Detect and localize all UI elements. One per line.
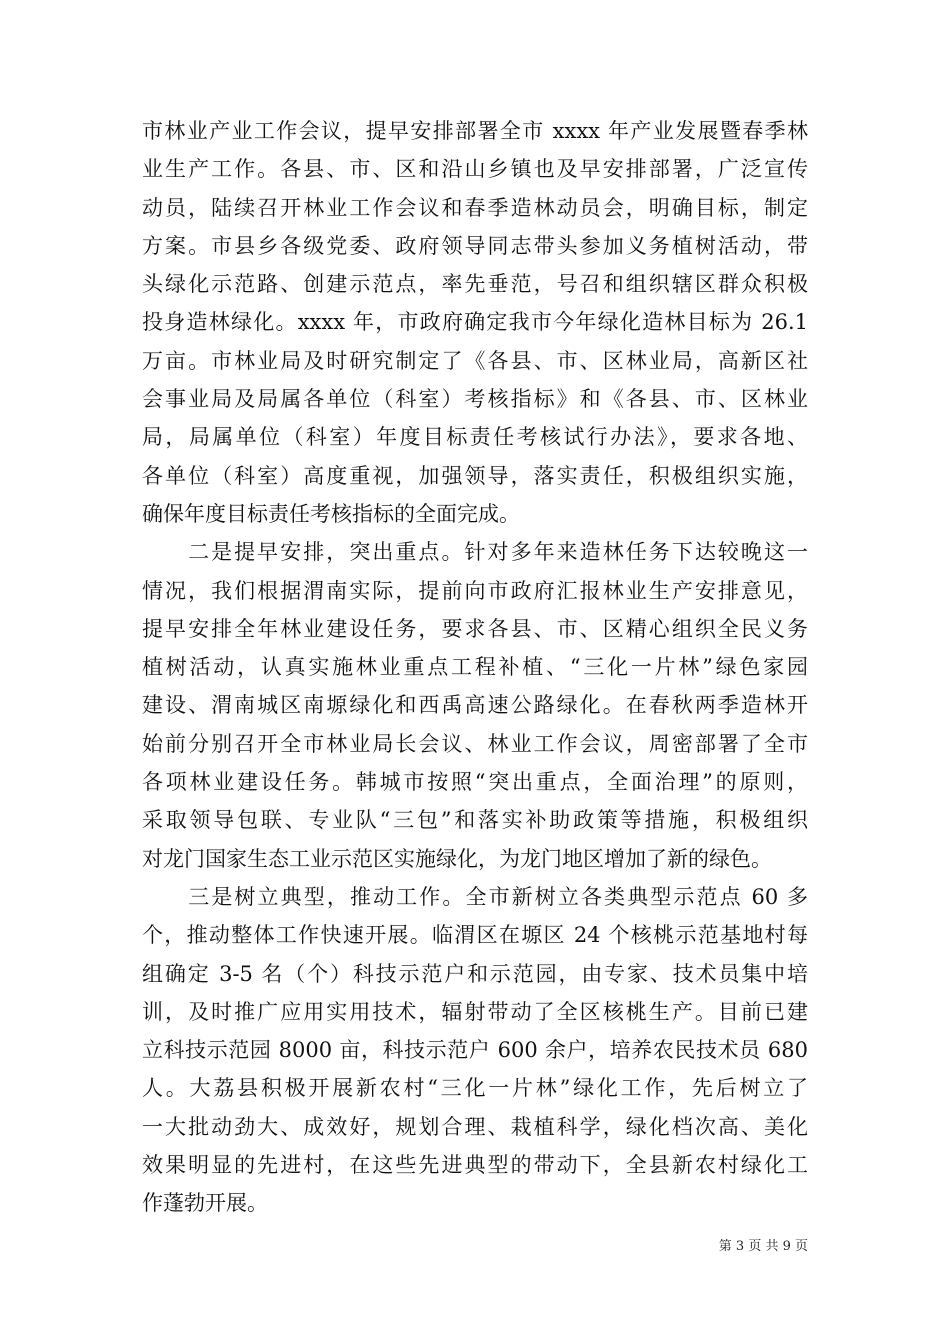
text-line: 投身造林绿化。xxxx 年，市政府确定我市今年绿化造林目标为 26.1 xyxy=(142,310,808,335)
text-line: 确保年度目标责任考核指标的全面完成。 xyxy=(142,501,520,526)
text-line: 采取领导包联、专业队“三包”和落实补助政策等措施，积极组织 xyxy=(142,808,808,833)
text-line: 效果明显的先进村，在这些先进典型的带动下，全县新农村绿化工 xyxy=(142,1153,808,1178)
text-line: 情况，我们根据渭南实际，提前向市政府汇报林业生产安排意见， xyxy=(142,578,808,603)
text-line: 立科技示范园 8000 亩，科技示范户 600 余户，培养农民技术员 680 xyxy=(142,1038,808,1063)
text-line: 作蓬勃开展。 xyxy=(142,1191,268,1216)
text-line: 动员，陆续召开林业工作会议和春季造林动员会，明确目标，制定 xyxy=(142,195,808,220)
text-line: 三是树立典型，推动工作。全市新树立各类典型示范点 60 多 xyxy=(142,884,808,909)
text-line: 一大批动劲大、成效好，规划合理、栽植科学，绿化档次高、美化 xyxy=(142,1114,808,1139)
text-line: 个，推动整体工作快速开展。临渭区在塬区 24 个核桃示范基地村每 xyxy=(142,923,808,948)
text-line: 人。大荔县积极开展新农村“三化一片林”绿化工作，先后树立了 xyxy=(142,1076,808,1101)
text-line: 头绿化示范路、创建示范点，率先垂范，号召和组织辖区群众积极 xyxy=(142,272,808,297)
text-line: 会事业局及局属各单位（科室）考核指标》和《各县、市、区林业 xyxy=(142,387,808,412)
text-line: 组确定 3-5 名（个）科技示范户和示范园，由专家、技术员集中培 xyxy=(142,961,808,986)
text-line: 业生产工作。各县、市、区和沿山乡镇也及早安排部署，广泛宣传 xyxy=(142,157,808,182)
text-line: 各项林业建设任务。韩城市按照“突出重点，全面治理”的原则， xyxy=(142,770,808,795)
text-line: 万亩。市林业局及时研究制定了《各县、市、区林业局，高新区社 xyxy=(142,348,808,373)
text-line: 各单位（科室）高度重视，加强领导，落实责任，积极组织实施， xyxy=(142,463,808,488)
text-line: 局，局属单位（科室）年度目标责任考核试行办法》，要求各地、 xyxy=(142,425,808,450)
text-line: 二是提早安排，突出重点。针对多年来造林任务下达较晚这一 xyxy=(142,540,808,565)
text-line: 建设、渭南城区南塬绿化和西禹高速公路绿化。在春秋两季造林开 xyxy=(142,693,808,718)
text-line: 训，及时推广应用实用技术，辐射带动了全区核桃生产。目前已建 xyxy=(142,999,808,1024)
page-number: 第 3 页 共 9 页 xyxy=(718,1239,808,1254)
text-line: 始前分别召开全市林业局长会议、林业工作会议，周密部署了全市 xyxy=(142,731,808,756)
text-line: 植树活动，认真实施林业重点工程补植、“三化一片林”绿色家园 xyxy=(142,655,808,680)
text-line: 市林业产业工作会议，提早安排部署全市 xxxx 年产业发展暨春季林 xyxy=(142,119,808,143)
text-line: 提早安排全年林业建设任务，要求各县、市、区精心组织全民义务 xyxy=(142,616,808,641)
text-line: 方案。市县乡各级党委、政府领导同志带头参加义务植树活动，带 xyxy=(142,233,808,258)
body-text xyxy=(142,112,808,1223)
text-line: 对龙门国家生态工业示范区实施绿化，为龙门地区增加了新的绿色。 xyxy=(142,846,772,871)
